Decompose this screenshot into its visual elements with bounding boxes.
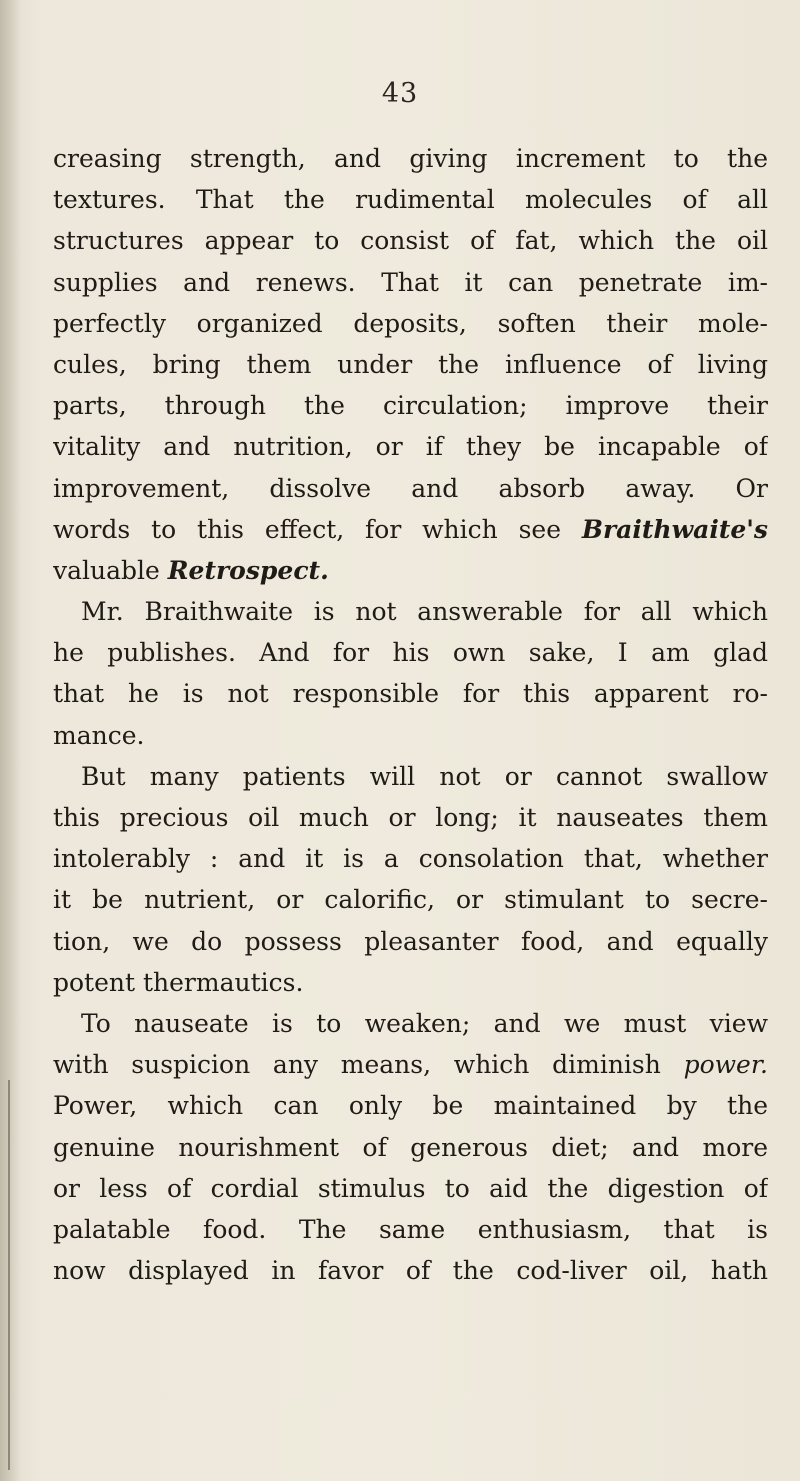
text-span: words to this effect, for which see [53, 514, 582, 544]
text-line: palatable food. The same enthusiasm, that is [53, 1214, 768, 1244]
text-span: valuable [53, 555, 168, 585]
text-line: tion, we do possess pleasanter food, and equally [53, 926, 768, 956]
body-text [53, 138, 768, 1291]
text-line: vitality and nutrition, or if they be incapable of [53, 432, 768, 462]
italic-word: power. [683, 1050, 768, 1080]
paragraph-start: But many patients will not or cannot swallow [81, 761, 768, 791]
paragraph-start: Mr. Braithwaite is not answerable for all which [81, 597, 768, 627]
text-line: potent thermautics. [53, 967, 304, 997]
text-line: genuine nourishment of generous diet; and more [53, 1132, 768, 1162]
text-line [53, 550, 768, 591]
italic-name: Braithwaite's [581, 514, 768, 544]
italic-title: Retrospect. [167, 555, 329, 585]
text-line: perfectly organized deposits, soften their mole- [53, 308, 768, 338]
text-line: he publishes. And for his own sake, I am glad [53, 638, 768, 668]
paragraph-start: To nauseate is to weaken; and we must view [81, 1008, 768, 1038]
text-line [53, 509, 768, 550]
text-line: cules, bring them under the influence of living [53, 349, 768, 379]
text-line: it be nutrient, or calorific, or stimulant to secre- [53, 885, 768, 915]
text-line: mance. [53, 720, 145, 750]
text-line: structures appear to consist of fat, which the oil [53, 226, 768, 256]
text-line: parts, through the circulation; improve their [53, 391, 768, 421]
text-line: improvement, dissolve and absorb away. Or [53, 473, 768, 503]
text-line [53, 1044, 768, 1085]
page-number: 43 [381, 78, 419, 109]
page-edge-mark [8, 1080, 10, 1470]
gutter-shadow [0, 0, 22, 1481]
text-line: supplies and renews. That it can penetrate im- [53, 267, 768, 297]
text-line: textures. That the rudimental molecules of all [53, 185, 768, 215]
text-line: Power, which can only be maintained by the [53, 1091, 768, 1121]
text-line: now displayed in favor of the cod-liver oil, hath [53, 1256, 768, 1286]
text-line: creasing strength, and giving increment to the [53, 144, 768, 173]
text-line: intolerably : and it is a consolation that, whether [53, 844, 768, 874]
text-span: with suspicion any means, which diminish [53, 1050, 684, 1080]
text-line: or less of cordial stimulus to aid the digestion of [53, 1173, 768, 1203]
text-line: this precious oil much or long; it nauseates them [53, 803, 768, 832]
text-line: that he is not responsible for this apparent ro- [53, 679, 768, 709]
